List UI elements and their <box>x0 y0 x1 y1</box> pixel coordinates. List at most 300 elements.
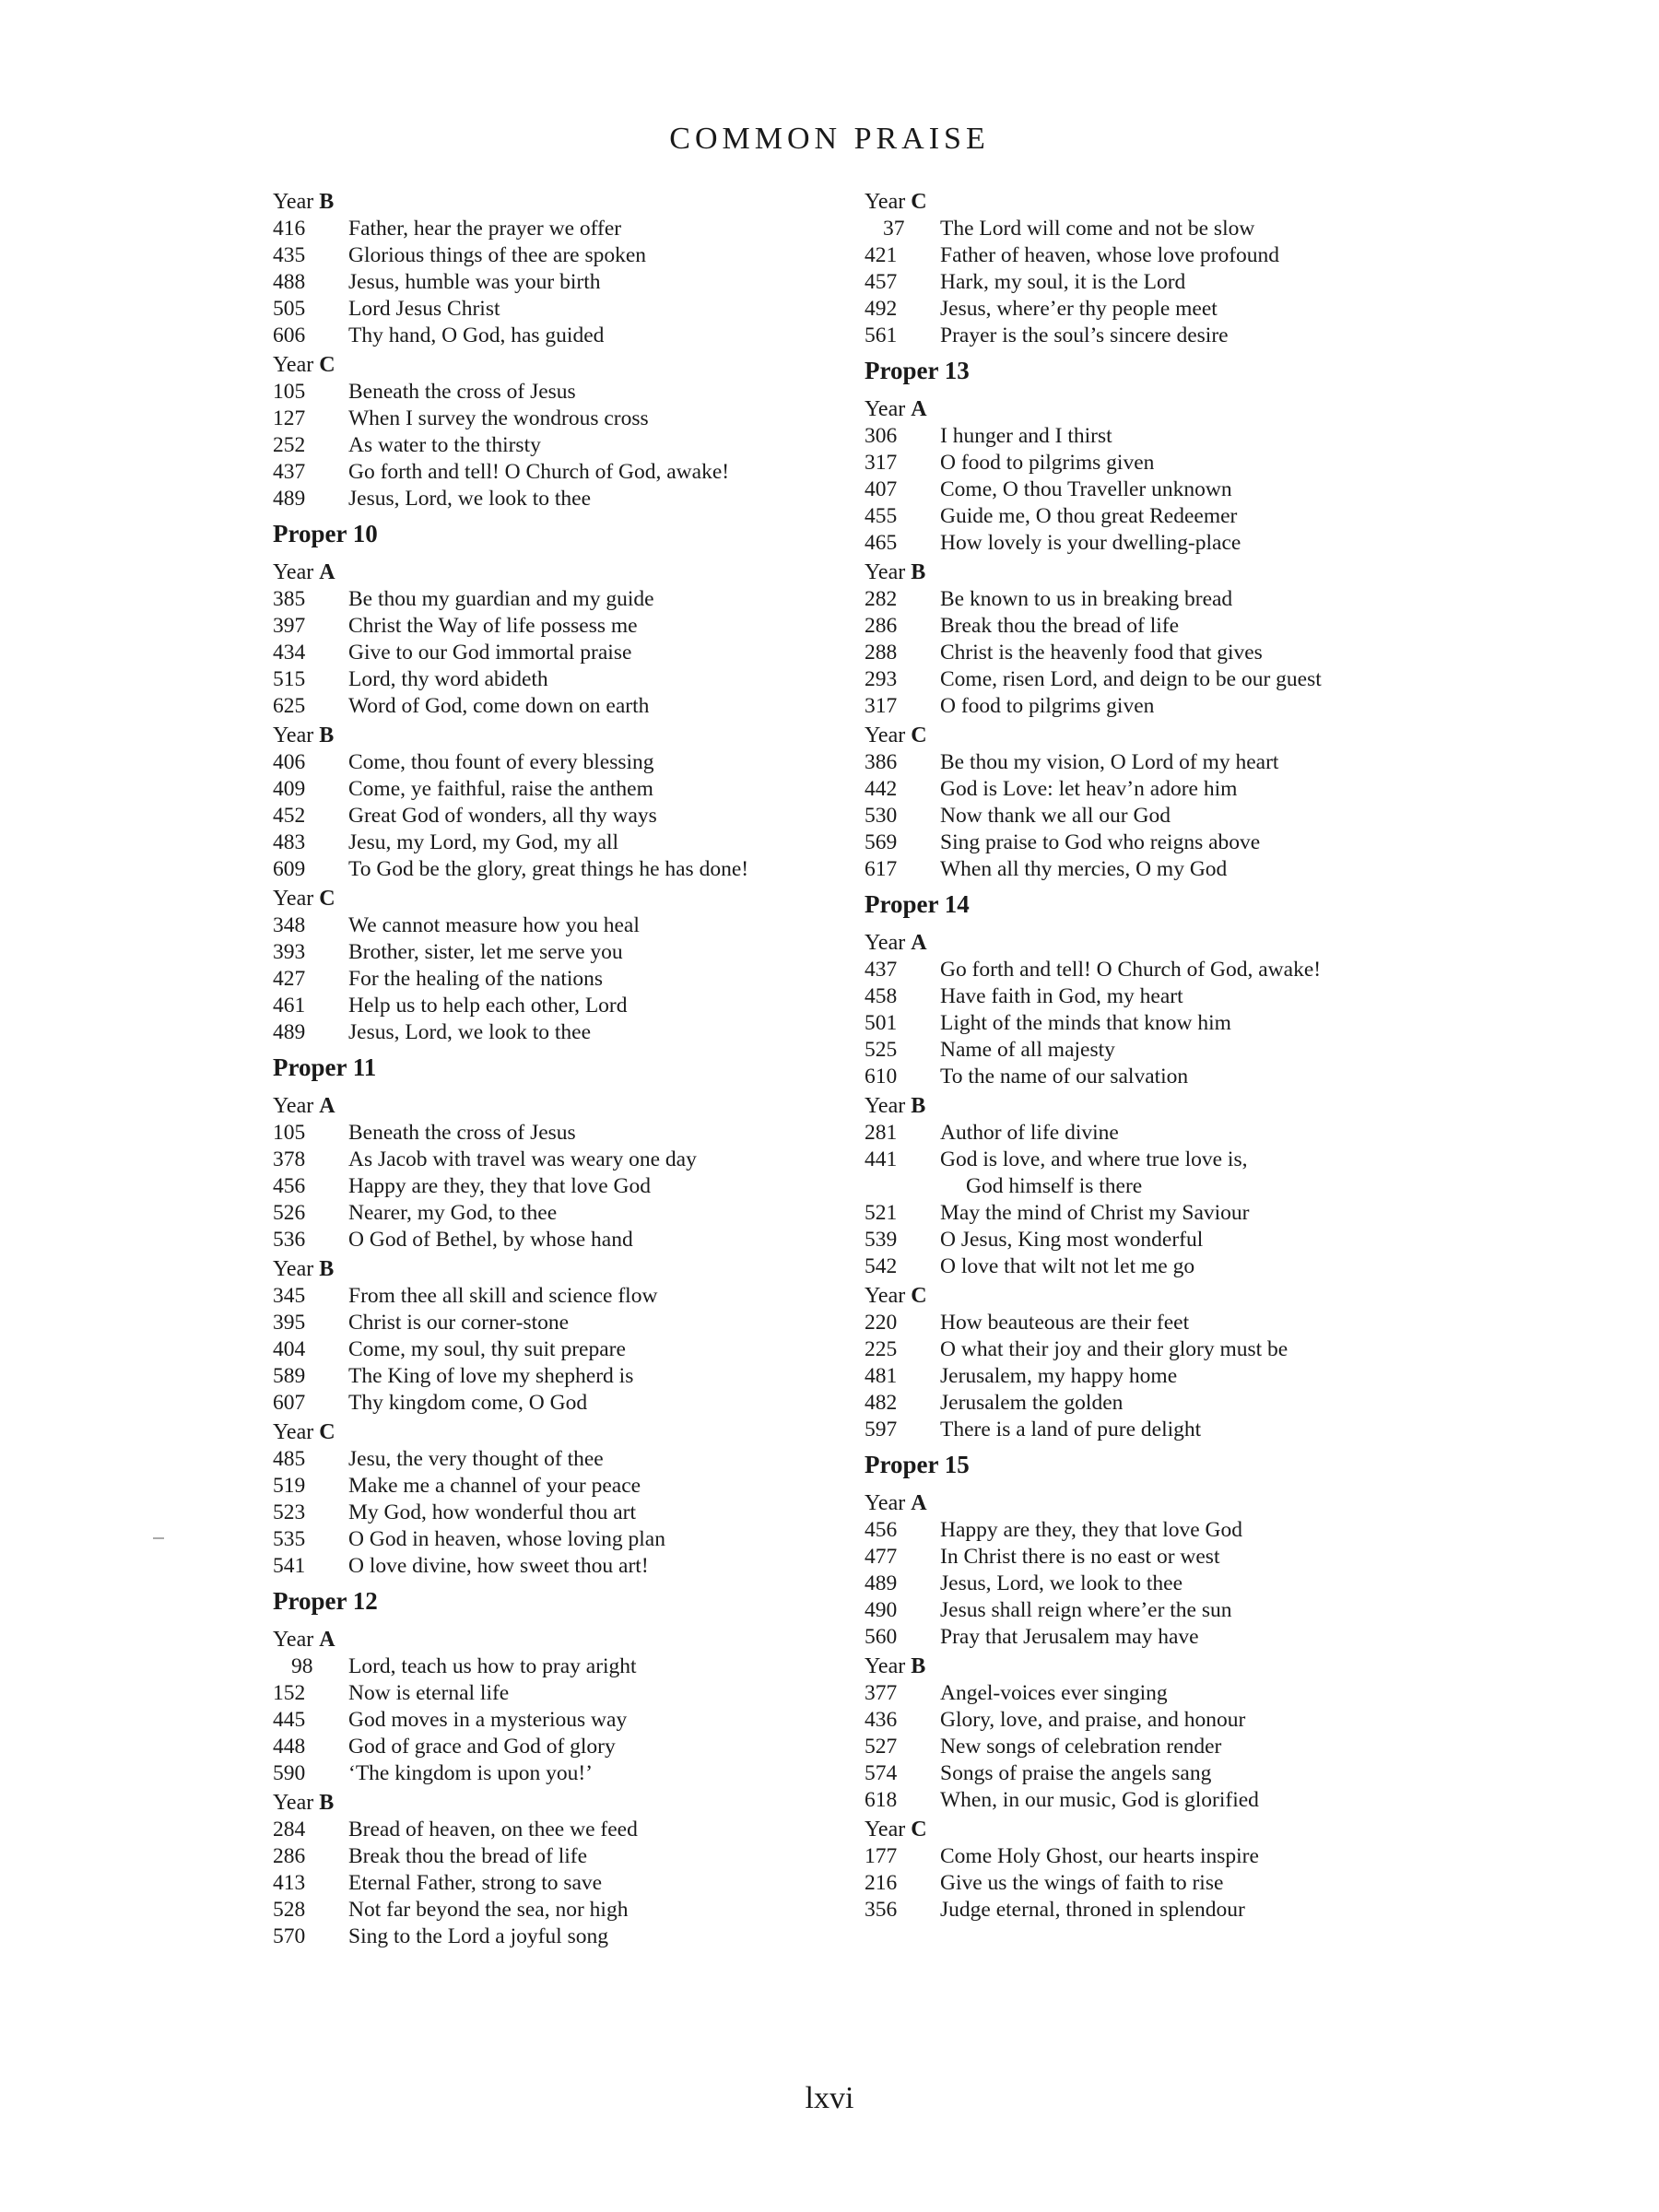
hymn-number: 282 <box>865 587 898 611</box>
hymn-title <box>940 1760 1211 1787</box>
hymn-title <box>348 1446 604 1473</box>
hymn-number: 521 <box>865 1201 898 1225</box>
hymn-entry <box>273 379 844 406</box>
hymn-number: 317 <box>865 694 898 718</box>
hymn-title-text: To God be the glory, great things he has done! <box>348 857 749 881</box>
hymn-title <box>940 856 1227 883</box>
page-number: lxvi <box>805 2081 854 2115</box>
hymn-title <box>348 486 591 512</box>
hymn-entry <box>865 1120 1454 1147</box>
hymn-title-text: Judge eternal, throned in splendour <box>940 1898 1245 1922</box>
hymn-title-text: O love that wilt not let me go <box>940 1254 1195 1278</box>
hymn-title <box>940 1147 1248 1200</box>
hymn-title <box>940 586 1232 613</box>
hymn-entry <box>865 450 1454 477</box>
hymn-title-text: Now thank we all our God <box>940 804 1171 828</box>
hymn-entry <box>273 1336 844 1363</box>
hymn-title <box>348 242 646 269</box>
hymn-title-text: Bread of heaven, on thee we feed <box>348 1818 638 1841</box>
year-letter: C <box>319 353 335 377</box>
hymn-title-text: Break thou the bread of life <box>940 614 1180 638</box>
right-column <box>865 186 1454 1924</box>
hymn-entry <box>865 1870 1454 1897</box>
year-letter: A <box>911 931 927 955</box>
year-label <box>273 1092 844 1120</box>
year-word: Year <box>865 1094 906 1118</box>
hymn-entry <box>865 1390 1454 1417</box>
hymn-entry <box>273 1283 844 1310</box>
hymn-title <box>940 1310 1189 1336</box>
hymn-number: 607 <box>273 1391 306 1415</box>
year-letter: C <box>911 724 927 747</box>
hymn-title <box>940 1120 1119 1147</box>
hymn-number: 284 <box>273 1818 306 1841</box>
hymn-number: 542 <box>865 1254 898 1278</box>
year-label <box>865 1653 1454 1680</box>
hymn-title-text: The Lord will come and not be slow <box>940 217 1255 241</box>
year-label <box>865 188 1454 216</box>
hymn-title <box>348 296 500 323</box>
hymn-entry <box>865 1147 1454 1200</box>
hymn-number: 485 <box>273 1447 306 1471</box>
hymn-title <box>348 856 748 883</box>
hymn-title-text: Prayer is the soul’s sincere desire <box>940 324 1229 347</box>
hymn-title <box>348 776 653 803</box>
year-label <box>865 559 1454 586</box>
year-letter: B <box>911 1654 926 1678</box>
hymn-number: 523 <box>273 1500 306 1524</box>
hymn-title-text: The King of love my shepherd is <box>348 1364 634 1388</box>
hymn-number: 492 <box>865 297 898 321</box>
hymn-title <box>940 1624 1199 1651</box>
hymn-title-text: Be thou my guardian and my guide <box>348 587 654 611</box>
hymn-title-text: God is Love: let heav’n adore him <box>940 777 1238 801</box>
hymn-number: 536 <box>273 1228 306 1252</box>
hymn-entry <box>273 459 844 486</box>
proper-heading: Proper 11 <box>273 1053 377 1081</box>
hymn-entry <box>273 830 844 856</box>
hymn-title-text: New songs of celebration render <box>940 1735 1222 1759</box>
hymn-title-text: Great God of wonders, all thy ways <box>348 804 657 828</box>
hymn-title <box>940 1787 1259 1814</box>
hymn-title <box>940 450 1154 477</box>
hymn-title <box>348 666 548 693</box>
year-label <box>865 1489 1454 1517</box>
year-letter: A <box>319 1094 335 1118</box>
year-letter: C <box>911 1818 927 1841</box>
hymn-title-text: Jesus, where’er thy people meet <box>940 297 1218 321</box>
hymn-entry <box>273 1200 844 1227</box>
hymn-title <box>940 1544 1219 1571</box>
year-label <box>273 1789 844 1817</box>
hymn-title <box>940 1037 1115 1064</box>
hymn-title <box>348 1924 608 1950</box>
hymn-number: 488 <box>273 270 306 294</box>
hymn-title-text: Author of life divine <box>940 1121 1119 1145</box>
hymn-title-text: Come, ye faithful, raise the anthem <box>348 777 653 801</box>
year-label <box>865 722 1454 749</box>
hymn-title-text: ‘The kingdom is upon you!’ <box>348 1761 593 1785</box>
hymn-entry <box>865 666 1454 693</box>
hymn-title <box>348 803 657 830</box>
hymn-number: 437 <box>865 958 898 982</box>
left-column <box>273 186 844 1950</box>
hymn-title-text: Jesu, my Lord, my God, my all <box>348 830 619 854</box>
hymn-entry <box>865 1253 1454 1280</box>
hymn-title-text: Songs of praise the angels sang <box>940 1761 1212 1785</box>
hymn-number: 377 <box>865 1681 898 1705</box>
hymn-entry <box>865 1064 1454 1090</box>
hymn-entry <box>865 613 1454 640</box>
hymn-title-text: Glory, love, and praise, and honour <box>940 1708 1246 1732</box>
hymn-title-text: O God of Bethel, by whose hand <box>348 1228 633 1252</box>
hymn-number: 448 <box>273 1735 306 1759</box>
year-word: Year <box>865 1491 906 1515</box>
hymn-title-text: Now is eternal life <box>348 1681 510 1705</box>
hymn-number: 489 <box>273 1020 306 1044</box>
hymn-entry <box>865 1680 1454 1707</box>
proper-heading: Proper 15 <box>865 1451 970 1478</box>
hymn-title-text: How beauteous are their feet <box>940 1311 1190 1335</box>
year-letter: C <box>319 1420 335 1444</box>
hymn-title <box>940 693 1154 720</box>
hymn-entry <box>273 966 844 993</box>
hymn-entry <box>865 1200 1454 1227</box>
hymn-title-text: Hark, my soul, it is the Lord <box>940 270 1186 294</box>
hymn-title-text: When I survey the wondrous cross <box>348 406 649 430</box>
hymn-number: 416 <box>273 217 306 241</box>
hymn-number: 609 <box>273 857 306 881</box>
year-word: Year <box>865 724 906 747</box>
hymn-title <box>348 1500 636 1526</box>
hymn-title-text: Jerusalem the golden <box>940 1391 1124 1415</box>
hymn-number: 435 <box>273 243 306 267</box>
hymn-entry <box>273 1500 844 1526</box>
hymn-title <box>348 912 640 939</box>
hymn-entry <box>865 693 1454 720</box>
hymn-title <box>940 830 1260 856</box>
hymn-title <box>348 1707 627 1734</box>
hymn-entry <box>273 1173 844 1200</box>
hymn-title <box>348 1553 649 1580</box>
hymn-entry <box>865 749 1454 776</box>
hymn-title-text: Jesu, the very thought of thee <box>348 1447 604 1471</box>
hymn-title <box>940 477 1232 503</box>
hymn-entry <box>865 856 1454 883</box>
hymn-title-text: Beneath the cross of Jesus <box>348 380 576 404</box>
hymn-title <box>348 379 576 406</box>
hymn-number: 345 <box>273 1284 306 1308</box>
hymn-title-text: Lord, thy word abideth <box>348 667 548 691</box>
hymn-entry <box>273 1147 844 1173</box>
hymn-entry <box>273 912 844 939</box>
hymn-entry <box>865 1734 1454 1760</box>
hymn-title <box>940 503 1237 530</box>
hymn-number: 445 <box>273 1708 306 1732</box>
hymn-entry <box>273 242 844 269</box>
year-word: Year <box>273 1420 314 1444</box>
hymn-number: 98 <box>291 1654 313 1678</box>
hymn-number: 406 <box>273 750 306 774</box>
hymn-title-text: Be thou my vision, O Lord of my heart <box>940 750 1279 774</box>
hymn-title <box>940 1517 1242 1544</box>
hymn-title-text: Jesus, Lord, we look to thee <box>348 487 592 511</box>
year-label <box>273 885 844 912</box>
hymn-number: 152 <box>273 1681 306 1705</box>
hymn-title-text: God moves in a mysterious way <box>348 1708 628 1732</box>
hymn-entry <box>865 1227 1454 1253</box>
hymn-entry <box>273 432 844 459</box>
hymn-number: 606 <box>273 324 306 347</box>
hymn-entry <box>865 1010 1454 1037</box>
hymn-entry <box>273 939 844 966</box>
hymn-entry <box>273 406 844 432</box>
hymn-title-text: O what their joy and their glory must be <box>940 1337 1288 1361</box>
year-word: Year <box>273 1628 314 1652</box>
hymn-number: 597 <box>865 1418 898 1441</box>
hymn-title <box>348 432 541 459</box>
hymn-title-text: Come, thou fount of every blessing <box>348 750 654 774</box>
hymn-title <box>348 1843 587 1870</box>
hymn-entry <box>865 216 1454 242</box>
hymn-title-text: Nearer, my God, to thee <box>348 1201 558 1225</box>
hymn-title <box>940 1336 1288 1363</box>
hymn-title <box>348 323 604 349</box>
hymn-title <box>348 1653 637 1680</box>
hymn-title-text: To the name of our salvation <box>940 1065 1189 1088</box>
hymn-title <box>940 269 1185 296</box>
hymn-title <box>940 1390 1123 1417</box>
hymn-title-text: Eternal Father, strong to save <box>348 1871 603 1895</box>
hymn-number: 590 <box>273 1761 306 1785</box>
hymn-title <box>940 296 1218 323</box>
hymn-title-text: Come, risen Lord, and deign to be our guest <box>940 667 1322 691</box>
hymn-title <box>348 1363 633 1390</box>
hymn-number: 570 <box>273 1924 306 1948</box>
hymn-entry <box>273 1760 844 1787</box>
hymn-title-text: Come, O thou Traveller unknown <box>940 477 1232 501</box>
year-word: Year <box>865 931 906 955</box>
hymn-number: 421 <box>865 243 898 267</box>
hymn-title <box>940 640 1263 666</box>
hymn-title-text: Have faith in God, my heart <box>940 984 1183 1008</box>
year-word: Year <box>865 397 906 421</box>
hymn-title <box>940 323 1229 349</box>
hymn-entry <box>865 503 1454 530</box>
hymn-number: 37 <box>883 217 905 241</box>
year-letter: A <box>911 397 927 421</box>
hymn-number: 436 <box>865 1708 898 1732</box>
hymn-title <box>940 776 1237 803</box>
hymn-entry <box>865 296 1454 323</box>
hymn-number: 526 <box>273 1201 306 1225</box>
hymn-title-text: Happy are they, they that love God <box>940 1518 1243 1542</box>
hymn-entry <box>865 1517 1454 1544</box>
hymn-entry <box>273 666 844 693</box>
hymn-entry <box>273 856 844 883</box>
hymn-title-text: Jesus shall reign where’er the sun <box>940 1598 1232 1622</box>
page-header: COMMON PRAISE <box>669 122 990 156</box>
hymn-title-text: Be known to us in breaking bread <box>940 587 1233 611</box>
year-letter: B <box>911 1094 926 1118</box>
hymn-entry <box>273 1446 844 1473</box>
hymn-entry <box>273 1870 844 1897</box>
hymn-title-text: Go forth and tell! O Church of God, awake! <box>348 460 730 484</box>
hymn-entry <box>865 803 1454 830</box>
hymn-entry <box>273 1553 844 1580</box>
hymn-title <box>940 1734 1221 1760</box>
hymn-title <box>940 1707 1245 1734</box>
hymn-title-text: My God, how wonderful thou art <box>348 1500 636 1524</box>
hymn-title <box>348 1870 602 1897</box>
hymn-entry <box>273 1924 844 1950</box>
hymn-number: 407 <box>865 477 898 501</box>
hymn-number: 395 <box>273 1311 306 1335</box>
year-letter: A <box>911 1491 927 1515</box>
hymn-entry <box>273 486 844 512</box>
hymn-title <box>940 1200 1250 1227</box>
hymn-title <box>348 1897 628 1924</box>
hymn-title-text: Give to our God immortal praise <box>348 641 632 665</box>
hymn-entry <box>273 1019 844 1046</box>
year-letter: C <box>319 887 335 911</box>
hymn-title-text: O love divine, how sweet thou art! <box>348 1554 649 1578</box>
hymn-title-text: Angel-voices ever singing <box>940 1681 1168 1705</box>
hymn-title <box>348 406 649 432</box>
hymn-title-text: God of grace and God of glory <box>348 1735 616 1759</box>
hymn-entry <box>273 1653 844 1680</box>
hymn-title-text: Christ the Way of life possess me <box>348 614 638 638</box>
hymn-entry <box>273 216 844 242</box>
hymn-title-text: How lovely is your dwelling-place <box>940 531 1241 555</box>
hymn-title <box>348 586 654 613</box>
hymn-number: 427 <box>273 967 306 991</box>
hymn-entry <box>273 1526 844 1553</box>
hymn-entry <box>865 242 1454 269</box>
hymn-entry <box>865 477 1454 503</box>
hymn-title-text: Glorious things of thee are spoken <box>348 243 647 267</box>
hymn-title-text: In Christ there is no east or west <box>940 1545 1220 1569</box>
year-word: Year <box>273 560 314 584</box>
hymn-title <box>348 613 638 640</box>
hymn-title <box>940 1843 1259 1870</box>
hymn-title <box>940 749 1278 776</box>
hymn-title-text: Father of heaven, whose love profound <box>940 243 1280 267</box>
hymn-title <box>940 1897 1245 1924</box>
year-label <box>273 1255 844 1283</box>
hymn-title <box>348 1680 509 1707</box>
hymn-title-text: Word of God, come down on earth <box>348 694 650 718</box>
hymn-title-text: Go forth and tell! O Church of God, awake! <box>940 958 1322 982</box>
hymn-entry <box>865 830 1454 856</box>
hymn-title <box>348 459 729 486</box>
hymn-title-text: Father, hear the prayer we offer <box>348 217 622 241</box>
hymn-entry <box>273 1707 844 1734</box>
hymn-entry <box>273 1363 844 1390</box>
hymn-title <box>348 693 649 720</box>
year-word: Year <box>273 724 314 747</box>
hymn-number: 530 <box>865 804 898 828</box>
hymn-number: 385 <box>273 587 306 611</box>
hymn-number: 574 <box>865 1761 898 1785</box>
hymn-title-text: From thee all skill and science flow <box>348 1284 658 1308</box>
hymn-title <box>940 613 1179 640</box>
hymn-entry <box>865 983 1454 1010</box>
hymn-title-text: O God in heaven, whose loving plan <box>348 1527 665 1551</box>
hymn-entry <box>865 1310 1454 1336</box>
hymn-number: 515 <box>273 667 306 691</box>
hymn-number: 378 <box>273 1147 306 1171</box>
hymn-entry <box>273 776 844 803</box>
hymn-entry <box>273 1390 844 1417</box>
proper-heading: Proper 14 <box>865 890 970 918</box>
year-letter: A <box>319 560 335 584</box>
hymn-title-text: There is a land of pure delight <box>940 1418 1202 1441</box>
hymn-number: 409 <box>273 777 306 801</box>
hymn-number: 356 <box>865 1898 898 1922</box>
hymn-number: 465 <box>865 531 898 555</box>
hymn-title-text: O Jesus, King most wonderful <box>940 1228 1204 1252</box>
hymn-title <box>348 749 654 776</box>
hymn-title <box>348 939 623 966</box>
hymn-entry <box>865 269 1454 296</box>
hymn-title-text: Beneath the cross of Jesus <box>348 1121 576 1145</box>
hymn-title-text: Make me a channel of your peace <box>348 1474 641 1498</box>
hymn-number: 527 <box>865 1735 898 1759</box>
hymn-entry <box>273 1734 844 1760</box>
hymn-entry <box>865 1787 1454 1814</box>
hymn-number: 393 <box>273 940 306 964</box>
hymn-entry <box>865 1417 1454 1443</box>
hymn-title <box>348 1390 587 1417</box>
hymn-number: 252 <box>273 433 306 457</box>
hymn-title-text: As water to the thirsty <box>348 433 541 457</box>
hymn-title <box>348 1336 626 1363</box>
year-label <box>273 722 844 749</box>
hymn-number: 539 <box>865 1228 898 1252</box>
hymn-number: 306 <box>865 424 898 448</box>
hymn-number: 525 <box>865 1038 898 1062</box>
hymn-number: 225 <box>865 1337 898 1361</box>
hymn-entry <box>273 296 844 323</box>
hymn-title-text: Jesus, Lord, we look to thee <box>940 1571 1183 1595</box>
hymn-title-text: O food to pilgrims given <box>940 694 1155 718</box>
hymn-entry <box>273 993 844 1019</box>
hymn-number: 434 <box>273 641 306 665</box>
hymn-entry <box>865 640 1454 666</box>
hymn-title <box>940 1010 1231 1037</box>
hymn-entry <box>865 776 1454 803</box>
proper-heading: Proper 10 <box>273 520 378 547</box>
hymn-number: 625 <box>273 694 306 718</box>
year-letter: B <box>319 1257 335 1281</box>
hymn-entry <box>273 1227 844 1253</box>
hymn-title <box>940 216 1254 242</box>
hymn-entry <box>273 323 844 349</box>
hymn-title <box>940 1417 1201 1443</box>
hymn-entry <box>865 423 1454 450</box>
hymn-number: 105 <box>273 1121 306 1145</box>
hymn-title-text: Christ is our corner-stone <box>348 1311 570 1335</box>
hymn-number: 490 <box>865 1598 898 1622</box>
hymn-title <box>348 1227 633 1253</box>
hymn-title <box>348 830 618 856</box>
hymn-number: 404 <box>273 1337 306 1361</box>
hymn-title-text: Thy hand, O God, has guided <box>348 324 605 347</box>
year-word: Year <box>865 190 906 214</box>
hymn-title <box>940 1227 1203 1253</box>
hymn-entry <box>273 803 844 830</box>
